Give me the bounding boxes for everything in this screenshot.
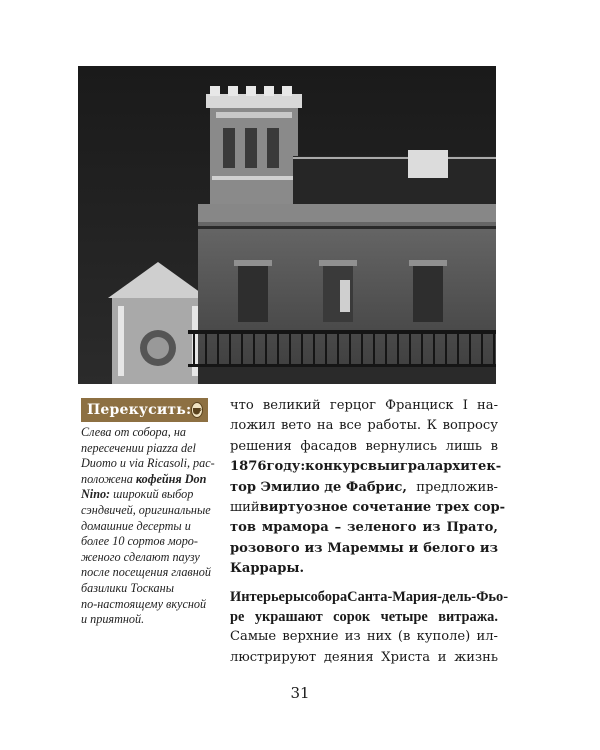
sidebar-line: домашние десерты и <box>81 518 191 533</box>
sidebar-line: после посещения главной <box>81 565 211 580</box>
sidebar-line: более 10 сортов моро- <box>81 534 198 549</box>
sidebar-line: и приятной. <box>81 612 145 627</box>
text-line: ложил вето на все работы. К вопросу <box>230 418 498 434</box>
duomo-illustration <box>78 66 496 384</box>
sidebar-line: Nino: широкий выбор <box>81 487 194 502</box>
text-line: люстрируют деяния Христа и жизнь <box>230 649 498 665</box>
text-line: Самые верхние из них (в куполе) ил- <box>230 629 498 645</box>
text-line: тов мрамора – зеленого из Прато, <box>230 520 498 536</box>
bold-segment: виртуозное сочетание трех сор- <box>259 499 506 515</box>
sidebar-line: положена кофейня Don <box>81 471 207 486</box>
text-line: Интерьеры собора Санта-Мария-дель-Фьо- <box>230 588 509 605</box>
bold-segment: тор Эмилио де Фабрис, <box>230 479 407 495</box>
sidebar-line: сэндвичей, оригинальные <box>81 502 211 517</box>
sidebar-header <box>81 398 208 422</box>
text-segment: ший <box>230 499 260 515</box>
text-line: Каррары. <box>230 561 305 577</box>
sidebar-line: по-настоящему вкусной <box>81 596 207 611</box>
sidebar-line: женого сделают паузу <box>81 549 200 564</box>
main-text <box>230 396 509 668</box>
text-line: ре украшают сорок четыре витража. <box>230 608 498 625</box>
cafe-name: кофейня Don <box>135 471 207 486</box>
text-segment: предложив- <box>416 479 498 495</box>
coffee-cup-icon <box>191 402 203 418</box>
sidebar-line: пересечении piazza del <box>81 440 196 455</box>
text-line: 1876 году: конкурс выиграл архитек- <box>230 459 502 475</box>
sidebar-line: Duomo и via Ricasoli, рас- <box>81 456 215 471</box>
sidebar-line: базилики Тосканы <box>81 580 174 595</box>
text-line <box>230 478 498 498</box>
florence-duomo-sketch-icon <box>78 66 496 384</box>
text-line <box>230 498 506 518</box>
text-line: решения фасадов вернулись лишь в <box>230 438 498 454</box>
sidebar-text <box>81 425 213 628</box>
text-line: что великий герцог Франциск I на- <box>230 398 498 413</box>
text-line: розового из Мареммы и белого из <box>230 540 498 556</box>
sidebar-title: Перекусить: <box>87 402 192 418</box>
sidebar-line: Слева от собора, на <box>81 425 186 439</box>
page-number: 31 <box>290 684 310 702</box>
cafe-name-end: Nino: <box>81 487 111 502</box>
